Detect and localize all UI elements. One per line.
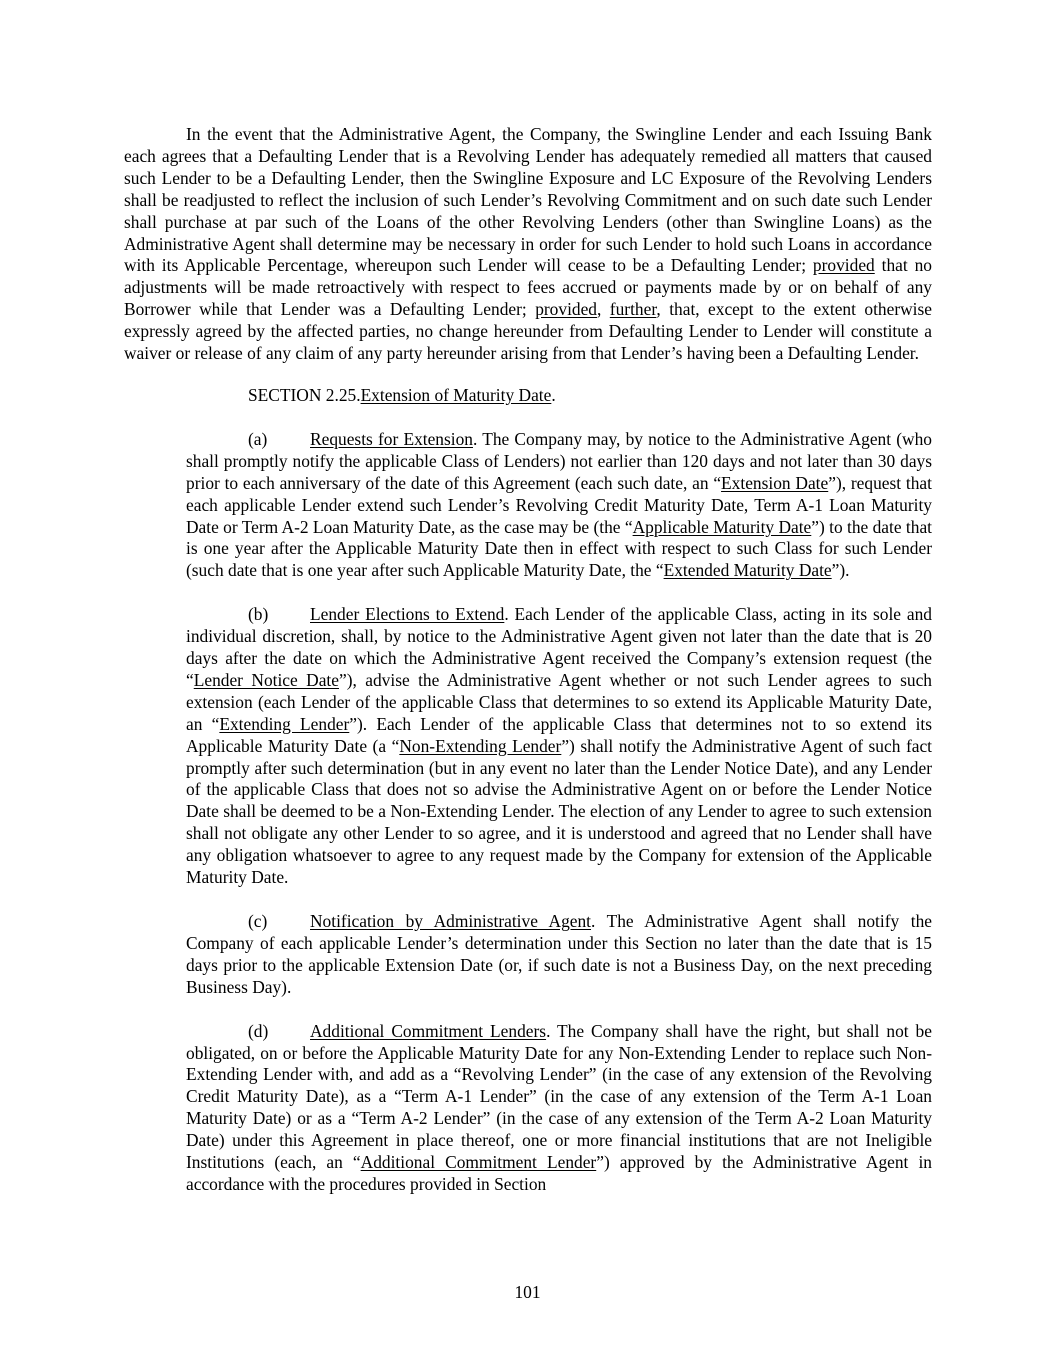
clause-heading: Lender Elections to Extend xyxy=(310,604,505,625)
clause-number: (a) xyxy=(248,428,268,449)
defined-term: Extension Date xyxy=(721,472,829,493)
page-number: 101 xyxy=(514,1282,541,1302)
clause-c xyxy=(186,911,932,999)
text-run: ”) approved by the Administrative Agent in accordance with the procedures provided in Section xyxy=(186,1152,932,1194)
clause-heading: Requests for Extension xyxy=(310,428,473,449)
defined-term: Additional Commitment Lender xyxy=(360,1152,597,1173)
text-run: ”), advise the Administrative Agent whether or not such Lender agrees to such extension (each Lender of the applicable Class that determines to so extend its Applicable Maturity Date, an “ xyxy=(186,669,932,734)
text-run: ”) shall notify the Administrative Agent of such fact promptly after such determination (but in any event no later than the Lender Notice Date), and any Lender of the applicable Class that does not so advise the Administrative Agent on or before the Lender Notice Date shall be deemed to be a Non-Extending Lender. The election of any Lender to agree to such extension shall not obligate any other Lender to so agree, and it is understood and agreed that no Lender shall have any obligation whatsoever to agree to any request made by the Company for extension of the Applicable Maturity Date. xyxy=(186,735,933,888)
clause-number: (d) xyxy=(248,1020,269,1041)
paragraph-defaulting-lender-cure xyxy=(124,124,932,365)
underlined-term-provided: provided xyxy=(535,299,598,320)
text-run: In the event that the Administrative Agent, the Company, the Swingline Lender and each Issuing Bank each agrees that a Defaulting Lender that is a Revolving Lender has adequately remedied all matters that caused such Lender to be a Defaulting Lender, then the Swingline Exposure and LC Exposure of the Revolving Lenders shall be readjusted to reflect the inclusion of such Lender’s Revolving Commitment and on such date such Lender shall purchase at par such of the Loans of the other Revolving Lenders (other than Swingline Loans) as the Administrative Agent shall determine may be necessary in order for such Lender to hold such Loans in accordance with its Applicable Percentage, whereupon such Lender will cease to be a Defaulting Lender; xyxy=(124,124,932,276)
text-run: . The Administrative Agent shall notify the Company of each applicable Lender’s determination under this Section no later than the date that is 15 days prior to the applicable Extension Date (or, if such date is not a Business Day, on the next preceding Business Day). xyxy=(186,911,932,997)
defined-term: Non-Extending Lender xyxy=(399,735,562,756)
underlined-term-provided: provided xyxy=(812,255,875,276)
text-run: . The Company shall have the right, but shall not be obligated, on or before the Applicable Maturity Date for any Non-Extending Lender to replace such Non-Extending Lender with, and add as a “Revolving Lender” (in the case of any extension of the Revolving Credit Maturity Date), as a “Term A-1 Lender” (in the case of any extension of the Term A-1 Loan Maturity Date) or as a “Term A-2 Lender” (in the case of any extension of the Term A-2 Loan Maturity Date) under this Agreement in place thereof, one or more financial institutions that are not Ineligible Institutions (each, an “ xyxy=(186,1020,932,1173)
text-run: ”) to the date that is one year after the Applicable Maturity Date then in effect with respect to such Class for such Lender (such date that is one year after such Applicable Maturity Date, the “ xyxy=(186,516,932,581)
clause-number: (c) xyxy=(248,911,268,931)
section-heading xyxy=(124,385,932,407)
defined-term: Lender Notice Date xyxy=(193,669,339,690)
text-run: ”). Each Lender of the applicable Class that determines not to so extend its Applicable Maturity Date (a “ xyxy=(186,713,933,756)
text-run: , xyxy=(597,299,610,320)
underlined-term-further: further xyxy=(609,299,657,320)
text-run: , that, except to the extent otherwise expressly agreed by the affected parties, no change hereunder from Defaulting Lender to Lender will constitute a waiver or release of any claim of any party hereunder arising from that Lender’s having been a Defaulting Lender. xyxy=(124,299,932,364)
clause-b xyxy=(186,604,932,889)
document-page xyxy=(124,124,932,1196)
section-number: SECTION 2.25. xyxy=(248,384,361,405)
text-run: . The Company may, by notice to the Administrative Agent (who shall promptly notify the applicable Class of Lenders) not earlier than 120 days and not later than 30 days prior to each anniversary of the date of this Agreement (each such date, an “ xyxy=(186,428,932,493)
text-run: that no adjustments will be made retroactively with respect to fees accrued or payments made by or on behalf of any Borrower while that Lender was a Defaulting Lender; xyxy=(124,255,932,320)
defined-term: Applicable Maturity Date xyxy=(632,516,812,537)
clause-heading: Additional Commitment Lenders xyxy=(310,1020,547,1041)
section-title: Extension of Maturity Date xyxy=(360,384,552,405)
section-title-period: . xyxy=(551,384,556,405)
clause-heading: Notification by Administrative Agent xyxy=(310,911,592,931)
clause-number: (b) xyxy=(248,604,269,625)
text-run: . Each Lender of the applicable Class, acting in its sole and individual discretion, shall, by notice to the Administrative Agent given not later than the date that is 20 days after the date on which the Administrative Agent received the Company’s extension request (the “ xyxy=(186,604,932,690)
clause-d xyxy=(186,1021,932,1196)
text-run: ”). xyxy=(831,560,850,581)
text-run: ”), request that each applicable Lender extend such Lender’s Revolving Credit Maturity Date, Term A-1 Loan Maturity Date or Term A-2 Loan Maturity Date, as the case may be (the “ xyxy=(186,472,932,537)
defined-term: Extended Maturity Date xyxy=(663,560,832,581)
defined-term: Extending Lender xyxy=(219,713,350,734)
clause-a xyxy=(186,429,932,582)
